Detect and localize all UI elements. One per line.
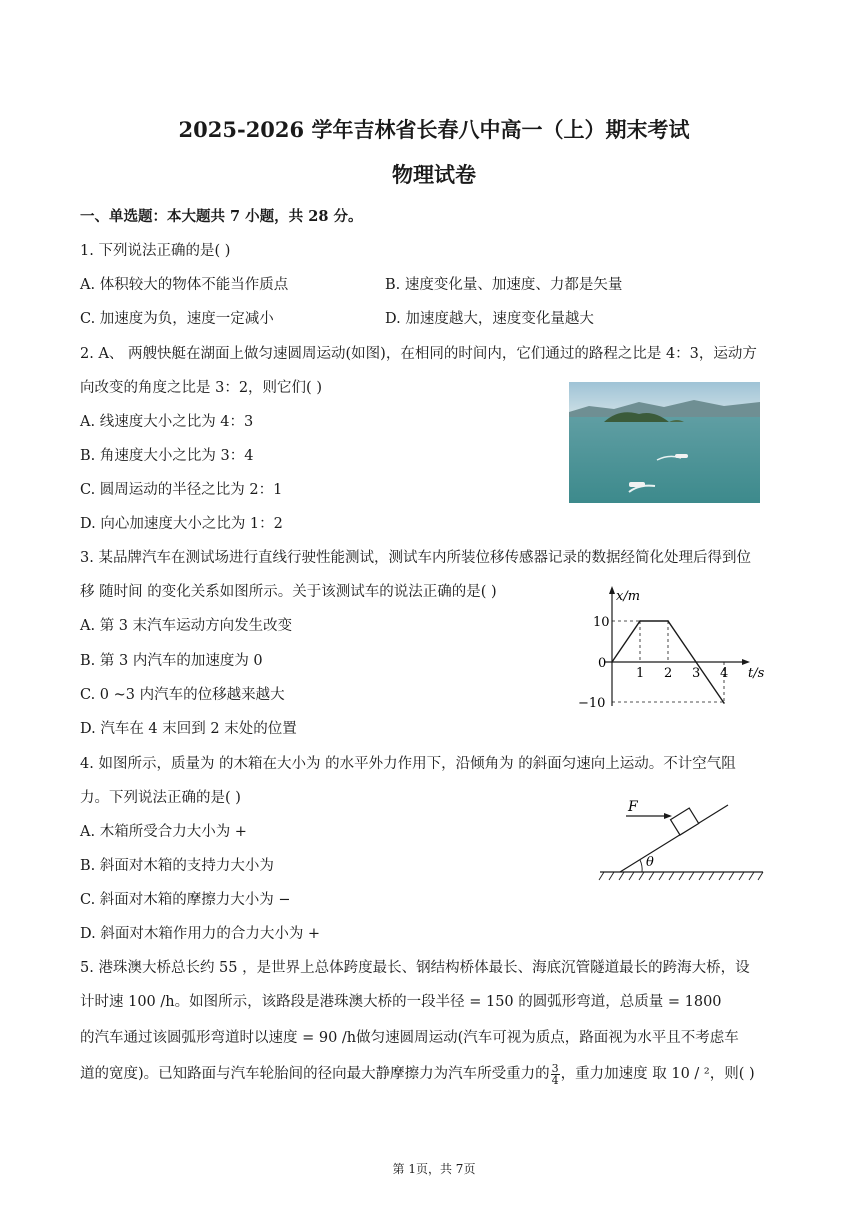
xt-point-1 [639,620,641,622]
y-tick-neg10: −10 [578,696,606,711]
q5-line1: 5. 港珠澳大桥总长约 55 ，是世界上总体跨度最长、钢结构桥体最长、海底沉管隧道最长的跨海大桥，设 [80,960,750,976]
q3-stem-line1: 3. 某品牌汽车在测试场进行直线行驶性能测试，测试车内所装位移传感器记录的数据经简化处理后得到位 [80,550,751,566]
xt-graph [570,580,780,715]
q2-stem-line2: 向改变的角度之比是 3：2，则它们( ) [80,380,322,396]
q4-option-d: D. 斜面对木箱作用力的合力大小为 + [80,926,321,942]
q2-stem-line1: 2. A、 两艘快艇在湖面上做匀速圆周运动(如图)，在相同的时间内，它们通过的路程之比是 4：3，运动方 [80,346,757,362]
x-axis-label: t/s [748,666,765,681]
q1-stem: 1. 下列说法正确的是( ) [80,243,231,259]
q4-stem-line1: 4. 如图所示，质量为 的木箱在大小为 的水平外力作用下，沿倾角为 的斜面匀速向上运动。不计空气阻 [80,756,736,772]
q3-option-b: B. 第 3 内汽车的加速度为 0 [80,653,263,669]
q2-option-a: A. 线速度大小之比为 4：3 [80,414,254,430]
force-arrowhead [664,813,672,819]
xt-point-2 [667,620,669,622]
wooden-box [671,808,699,835]
x-tick-2: 2 [664,666,673,681]
page-title: 2025-2026 学年吉林省长春八中高一（上）期末考试 [178,117,690,142]
q5-line3: 的汽车通过该圆弧形弯道时以速度 = 90 /h做匀速圆周运动(汽车可视为质点，路面视为水平且不考虑车 [80,1030,739,1046]
q4-option-b: B. 斜面对木箱的支持力大小为 [80,858,274,874]
fraction-numerator: 3 [551,1061,559,1075]
speedboats-photo [569,382,760,503]
q2-option-b: B. 角速度大小之比为 3：4 [80,448,254,464]
q1-option-c: C. 加速度为负，速度一定减小 [80,311,274,327]
angle-arc [640,860,642,872]
q1-option-a: A. 体积较大的物体不能当作质点 [80,277,289,293]
fraction-three-quarters [551,1063,560,1086]
q1-option-d: D. 加速度越大，速度变化量越大 [385,311,594,327]
x-axis-arrow [742,659,750,665]
xt-point-4 [723,702,725,704]
section-heading: 一、单选题：本大题共 7 小题，共 28 分。 [80,208,363,225]
q5-line2: 计时速 100 /h。如图所示，该路段是港珠澳大桥的一段半径 = 150 的圆弧形弯道，总质量 = 1800 [80,994,722,1010]
x-tick-1: 1 [636,666,645,681]
q1-option-b: B. 速度变化量、加速度、力都是矢量 [385,277,623,293]
y-tick-0: 0 [598,656,607,671]
angle-label: θ [646,855,654,870]
q4-option-a: A. 木箱所受合力大小为 + [80,824,247,840]
q3-option-c: C. 0 ~3 内汽车的位移越来越大 [80,687,285,703]
y-tick-10: 10 [593,615,610,630]
y-axis-arrow [609,586,615,594]
q5-line4-part2: ，重力加速度 取 10 / ²，则( ) [560,1066,755,1082]
q2-option-d: D. 向心加速度大小之比为 1：2 [80,516,283,532]
y-axis-label: x/m [616,589,641,604]
x-tick-4: 4 [720,666,729,681]
xt-point-3 [695,661,697,663]
q3-option-d: D. 汽车在 4 末回到 2 末处的位置 [80,721,297,737]
q3-stem-line2: 移 随时间 的变化关系如图所示。关于该测试车的说法正确的是( ) [80,584,497,600]
x-tick-3: 3 [692,666,701,681]
incline-figure [598,795,768,885]
q4-option-c: C. 斜面对木箱的摩擦力大小为 − [80,892,291,908]
force-label: F [628,799,638,815]
q3-option-a: A. 第 3 末汽车运动方向发生改变 [80,618,293,634]
q2-option-c: C. 圆周运动的半径之比为 2：1 [80,482,283,498]
page-footer: 第 1页，共 7页 [392,1162,476,1176]
q5-line4 [80,1062,755,1086]
q4-stem-line2: 力。下列说法正确的是( ) [80,790,241,806]
q5-line4-part1: 道的宽度)。已知路面与汽车轮胎间的径向最大静摩擦力为汽车所受重力的 [80,1066,550,1082]
fraction-denominator: 4 [551,1073,559,1087]
ground-hatching [599,872,763,880]
xt-point-0 [611,661,613,663]
incline-surface [620,805,728,872]
page-subtitle: 物理试卷 [392,162,476,187]
